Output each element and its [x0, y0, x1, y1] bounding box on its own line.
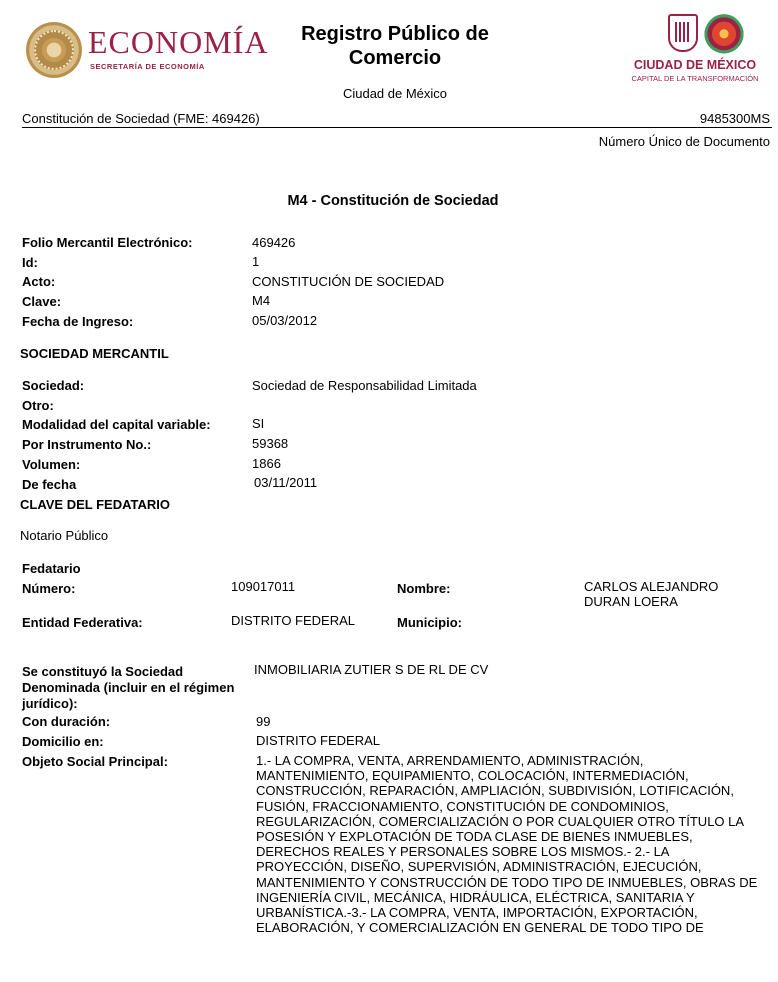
denominada-label-line3: jurídico):	[22, 696, 78, 711]
folio-value: 469426	[252, 235, 296, 250]
objeto-value: 1.- LA COMPRA, VENTA, ARRENDAMIENTO, ADMINISTRACIÓN, MANTENIMIENTO, EQUIPAMIENTO, COLOCACIÓN, INTERMEDIACIÓN, CONSTRUCCIÓN, REPARACIÓN, AMPLIACIÓN, SUBDIVISIÓN, LOTIFICACIÓN, FUSIÓN, FRACCIONAMIENTO, CONSTITUCIÓN DE CONDOMINIOS, REGULARIZACIÓN, COMERCIALIZACIÓN O POR CUALQUIER OTRO TÍTULO LA POSESIÓN Y EXPLOTACIÓN DE TODA CLASE DE BIENES INMUEBLES, DERECHOS REALES Y PERSONALES SOBRE LOS MISMOS.- 2.- LA PROYECCIÓN, DISEÑO, SUPERVISIÓN, ADMINISTRACIÓN, EJECUCIÓN, MANTENIMIENTO Y CONSTRUCCIÓN DE TODO TIPO DE INMUEBLES, OBRAS DE INGENIERÍA CIVIL, MECÁNICA, HIDRÁULICA, ELÉCTRICA, SANITARIA Y URBANÍSTICA.-3.- LA COMPRA, VENTA, IMPORTACIÓN, EXPORTACIÓN, ELABORACIÓN, Y COMERCIALIZACIÓN EN GENERAL DE TODO TIPO DE	[256, 753, 758, 936]
cdmx-shield-icon	[668, 14, 698, 52]
fedatario-label: Fedatario	[22, 561, 81, 576]
economia-wordmark: ECONOMÍA	[88, 24, 269, 60]
nombre-value-line1: CARLOS ALEJANDRO	[584, 579, 719, 594]
de-fecha-value: 03/11/2011	[254, 475, 318, 490]
fecha-ingreso-label: Fecha de Ingreso:	[22, 314, 134, 329]
cdmx-name: CIUDAD DE MÉXICO	[633, 58, 757, 72]
folio-label: Folio Mercantil Electrónico:	[22, 235, 193, 250]
document-number-label: Número Único de Documento	[598, 134, 770, 149]
acto-value: CONSTITUCIÓN DE SOCIEDAD	[252, 274, 445, 289]
fedatario-type: Notario Público	[20, 528, 109, 543]
cdmx-emblem-icon	[704, 14, 744, 58]
clave-value: M4	[252, 293, 271, 308]
document-number: 9485300MS	[699, 111, 770, 126]
domicilio-label: Domicilio en:	[22, 734, 104, 749]
id-value: 1	[252, 254, 260, 269]
denominada-value: INMOBILIARIA ZUTIER S DE RL DE CV	[254, 662, 489, 677]
economia-subtitle: SECRETARÍA DE ECONOMÍA	[90, 62, 205, 71]
entidad-value: DISTRITO FEDERAL	[231, 613, 356, 628]
sociedad-value: Sociedad de Responsabilidad Limitada	[252, 378, 477, 393]
nombre-value-line2: DURAN LOERA	[584, 594, 678, 609]
mexico-seal-icon	[26, 22, 82, 78]
capital-variable-value: SI	[252, 416, 265, 431]
city-label: Ciudad de México	[342, 86, 448, 101]
denominada-label-line1: Se constituyó la Sociedad	[22, 664, 184, 679]
numero-value: 109017011	[231, 579, 296, 594]
otro-label: Otro:	[22, 398, 54, 413]
sociedad-heading: SOCIEDAD MERCANTIL	[20, 346, 169, 361]
duracion-value: 99	[256, 714, 271, 729]
cdmx-subtitle: CAPITAL DE LA TRANSFORMACIÓN	[631, 74, 759, 83]
id-label: Id:	[22, 255, 38, 270]
instrumento-value: 59368	[252, 436, 289, 451]
denominada-label-line2: Denominada (incluir en el régimen	[22, 680, 235, 695]
clave-label: Clave:	[22, 294, 62, 309]
instrumento-label: Por Instrumento No.:	[22, 437, 152, 452]
cdmx-logo	[620, 8, 770, 88]
numero-label: Número:	[22, 581, 76, 596]
page-title: Registro Público de Comercio	[301, 23, 489, 69]
de-fecha-label: De fecha	[22, 477, 77, 492]
sociedad-label: Sociedad:	[22, 378, 85, 393]
capital-variable-label: Modalidad del capital variable:	[22, 417, 211, 432]
objeto-label: Objeto Social Principal:	[22, 754, 168, 769]
duracion-label: Con duración:	[22, 714, 111, 729]
document-title: Constitución de Sociedad (FME: 469426)	[22, 111, 260, 126]
volumen-value: 1866	[252, 456, 281, 471]
fecha-ingreso-value: 05/03/2012	[252, 313, 318, 328]
nombre-label: Nombre:	[397, 581, 451, 596]
fedatario-heading: CLAVE DEL FEDATARIO	[20, 497, 170, 512]
entidad-label: Entidad Federativa:	[22, 615, 143, 630]
header-divider	[22, 127, 772, 128]
municipio-label: Municipio:	[397, 615, 462, 630]
domicilio-value: DISTRITO FEDERAL	[256, 733, 381, 748]
economia-logo	[26, 22, 269, 80]
acto-label: Acto:	[22, 274, 56, 289]
volumen-label: Volumen:	[22, 457, 81, 472]
section-title: M4 - Constitución de Sociedad	[287, 193, 499, 209]
